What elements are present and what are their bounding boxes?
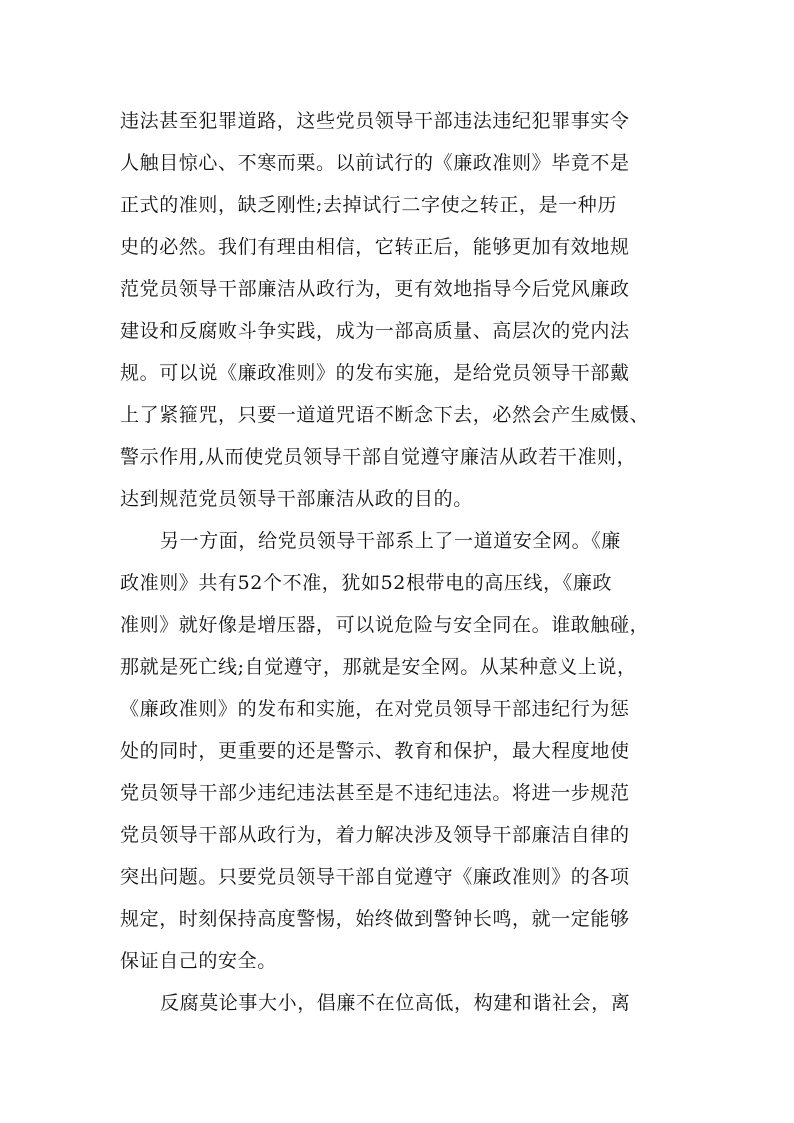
text-line: 正式的准则，缺乏刚性;去掉试行二字使之转正，是一种历 <box>120 194 618 216</box>
text-line: 规定，时刻保持高度警惕，始终做到警钟长鸣，就一定能够 <box>120 908 630 930</box>
text-line: 规。可以说《廉政准则》的发布实施，是给党员领导干部戴 <box>120 362 630 384</box>
text-line: 突出问题。只要党员领导干部自觉遵守《廉政准则》的各项 <box>120 866 630 888</box>
text-line: 保证自己的安全。 <box>120 950 277 972</box>
text-line: 党员领导干部少违纪违法甚至是不违纪违法。将进一步规范 <box>120 782 630 804</box>
text-line: 党员领导干部从政行为，着力解决涉及领导干部廉洁自律的 <box>120 824 630 846</box>
text-line: 处的同时，更重要的还是警示、教育和保护，最大程度地使 <box>120 740 630 762</box>
body-text <box>120 100 680 1024</box>
text-line: 那就是死亡线;自觉遵守，那就是安全网。从某种意义上说， <box>120 656 637 678</box>
text-line: 上了紧箍咒，只要一道道咒语不断念下去，必然会产生威慑、 <box>120 404 650 426</box>
text-line: 政准则》共有52个不准，犹如52根带电的高压线，《廉政 <box>120 572 613 594</box>
text-line: 《廉政准则》的发布和实施，在对党员领导干部违纪行为惩 <box>120 698 630 720</box>
paragraph-start-line: 反腐莫论事大小，倡廉不在位高低，构建和谐社会，离 <box>160 992 631 1014</box>
text-line: 史的必然。我们有理由相信，它转正后，能够更加有效地规 <box>120 236 630 258</box>
text-line: 准则》就好像是增压器，可以说危险与安全同在。谁敢触碰， <box>120 614 650 636</box>
text-line: 达到规范党员领导干部廉洁从政的目的。 <box>120 488 473 510</box>
text-line: 人触目惊心、不寒而栗。以前试行的《廉政准则》毕竟不是 <box>120 152 630 174</box>
text-line: 违法甚至犯罪道路，这些党员领导干部违法违纪犯罪事实令 <box>120 110 630 132</box>
text-line: 警示作用,从而使党员领导干部自觉遵守廉洁从政若干准则， <box>120 446 637 468</box>
text-line: 范党员领导干部廉洁从政行为，更有效地指导今后党风廉政 <box>120 278 630 300</box>
text-line: 建设和反腐败斗争实践，成为一部高质量、高层次的党内法 <box>120 320 630 342</box>
paragraph-start-line: 另一方面，给党员领导干部系上了一道道安全网。《廉 <box>160 530 621 552</box>
